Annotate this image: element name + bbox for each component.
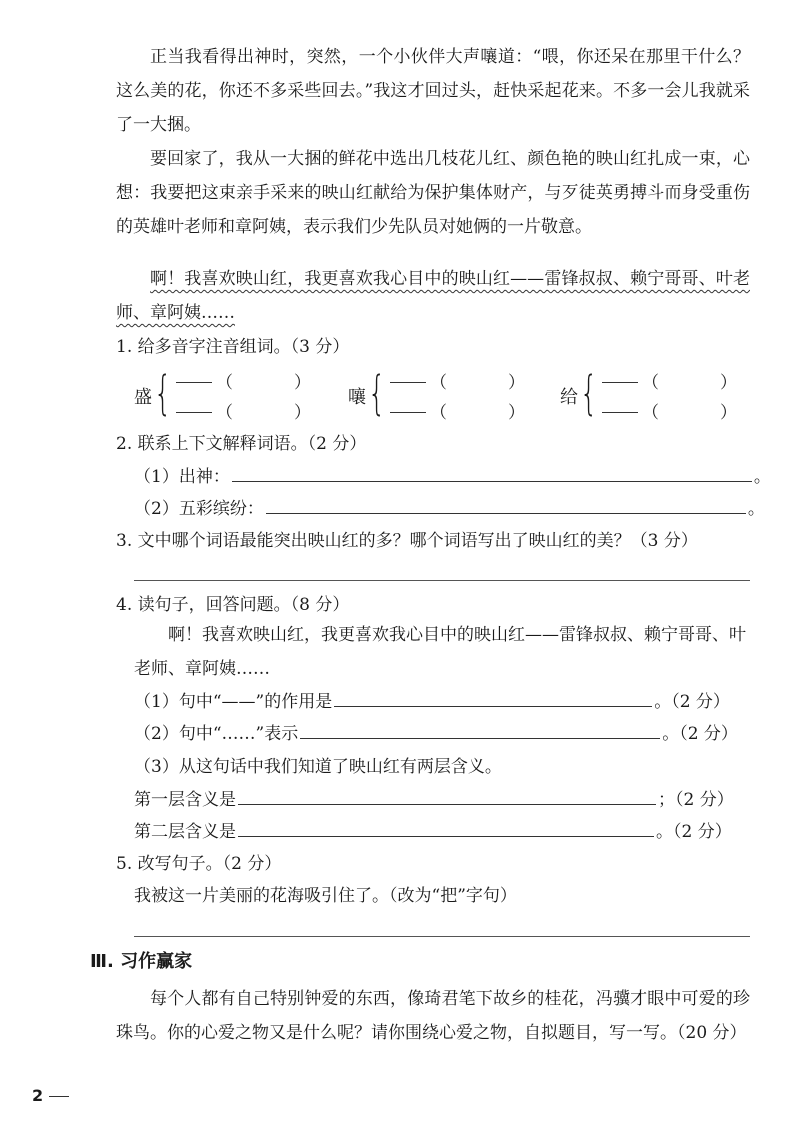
- writing-prompt: 每个人都有自己特别钟爱的东西，像琦君笔下故乡的桂花，冯骥才眼中可爱的珍珠鸟。你的心爱之物又是什么呢？请你围绕心爱之物，自拟题目，写一写。（20 分）: [116, 989, 750, 1043]
- polyphone-group-1: [134, 366, 334, 426]
- question-4-item-1: （1）句中“——”的作用是 。（2 分）: [134, 688, 730, 716]
- question-1-title: 1. 给多音字注音组词。（3 分）: [116, 337, 350, 357]
- brace-icon: {: [368, 366, 386, 420]
- passage-paragraph-1: 正当我看得出神时，突然，一个小伙伴大声嚷道：“喂，你还呆在那里干什么？这么美的花，你还不多采些回去。”我这才回过头，赶快采起花来。不多一会儿我就采了一大捆。: [116, 47, 750, 135]
- passage-paragraph-3: [116, 262, 750, 330]
- meaning-layer-1: 第一层含义是 ；（2 分）: [134, 786, 734, 814]
- question-5-title: 5. 改写句子。（2 分）: [116, 854, 282, 874]
- quoted-sentence: 啊！我喜欢映山红，我更喜欢我心目中的映山红——雷锋叔叔、赖宁哥哥、叶老师、章阿姨……: [134, 625, 746, 679]
- meaning-layer-2: 第二层含义是 。（2 分）: [134, 818, 732, 846]
- answer-line[interactable]: [134, 580, 750, 581]
- page-number-dash: [49, 1096, 69, 1097]
- brace-icon: {: [580, 366, 598, 420]
- brace-icon: {: [154, 366, 172, 420]
- polyphone-char: 嚷: [348, 387, 366, 408]
- answer-blank[interactable]: [238, 786, 656, 805]
- pinyin-word-blank[interactable]: （ ）: [602, 398, 752, 420]
- answer-line[interactable]: [134, 936, 750, 937]
- wavy-underlined-sentence: 啊！我喜欢映山红，我更喜欢我心目中的映山红——雷锋叔叔、赖宁哥哥、叶老师、章阿姨……: [116, 269, 750, 323]
- polyphone-group-2: [348, 366, 548, 426]
- question-4-item-3: （3）从这句话中我们知道了映山红有两层含义。: [134, 757, 502, 777]
- passage-paragraph-2: 要回家了，我从一大捆的鲜花中选出几枝花儿红、颜色艳的映山红扎成一束，心想：我要把这束亲手采来的映山红献给为保护集体财产，与歹徒英勇搏斗而身受重伤的英雄叶老师和章阿姨，表示我们少先队员对她俩的一片敬意。: [116, 149, 750, 237]
- question-4-item-2: （2）句中“……”表示 。（2 分）: [134, 720, 738, 748]
- pinyin-word-blank[interactable]: （ ）: [602, 368, 752, 390]
- pinyin-word-blank[interactable]: （ ）: [390, 398, 540, 420]
- question-3-title: 3. 文中哪个词语最能突出映山红的多？哪个词语写出了映山红的美？（3 分）: [116, 531, 698, 551]
- page-number: 2: [32, 1086, 69, 1105]
- polyphone-group-3: [560, 366, 760, 426]
- pinyin-word-blank[interactable]: （ ）: [390, 368, 540, 390]
- question-2-item-2: （2）五彩缤纷： 。: [134, 495, 765, 523]
- polyphone-char: 盛: [134, 387, 152, 408]
- answer-blank[interactable]: [232, 463, 752, 482]
- answer-blank[interactable]: [300, 720, 660, 739]
- polyphone-char: 给: [560, 387, 578, 408]
- question-2-title: 2. 联系上下文解释词语。（2 分）: [116, 434, 367, 454]
- question-2-item-1: （1）出神： 。: [134, 463, 771, 491]
- answer-blank[interactable]: [266, 495, 746, 514]
- pinyin-word-blank[interactable]: （ ）: [176, 398, 326, 420]
- answer-blank[interactable]: [238, 818, 654, 837]
- pinyin-word-blank[interactable]: （ ）: [176, 368, 326, 390]
- rewrite-sentence: 我被这一片美丽的花海吸引住了。（改为“把”字句）: [134, 886, 517, 906]
- question-4-title: 4. 读句子，回答问题。（8 分）: [116, 595, 350, 615]
- answer-blank[interactable]: [334, 688, 652, 707]
- section-3-title: Ⅲ. 习作赢家: [90, 951, 193, 972]
